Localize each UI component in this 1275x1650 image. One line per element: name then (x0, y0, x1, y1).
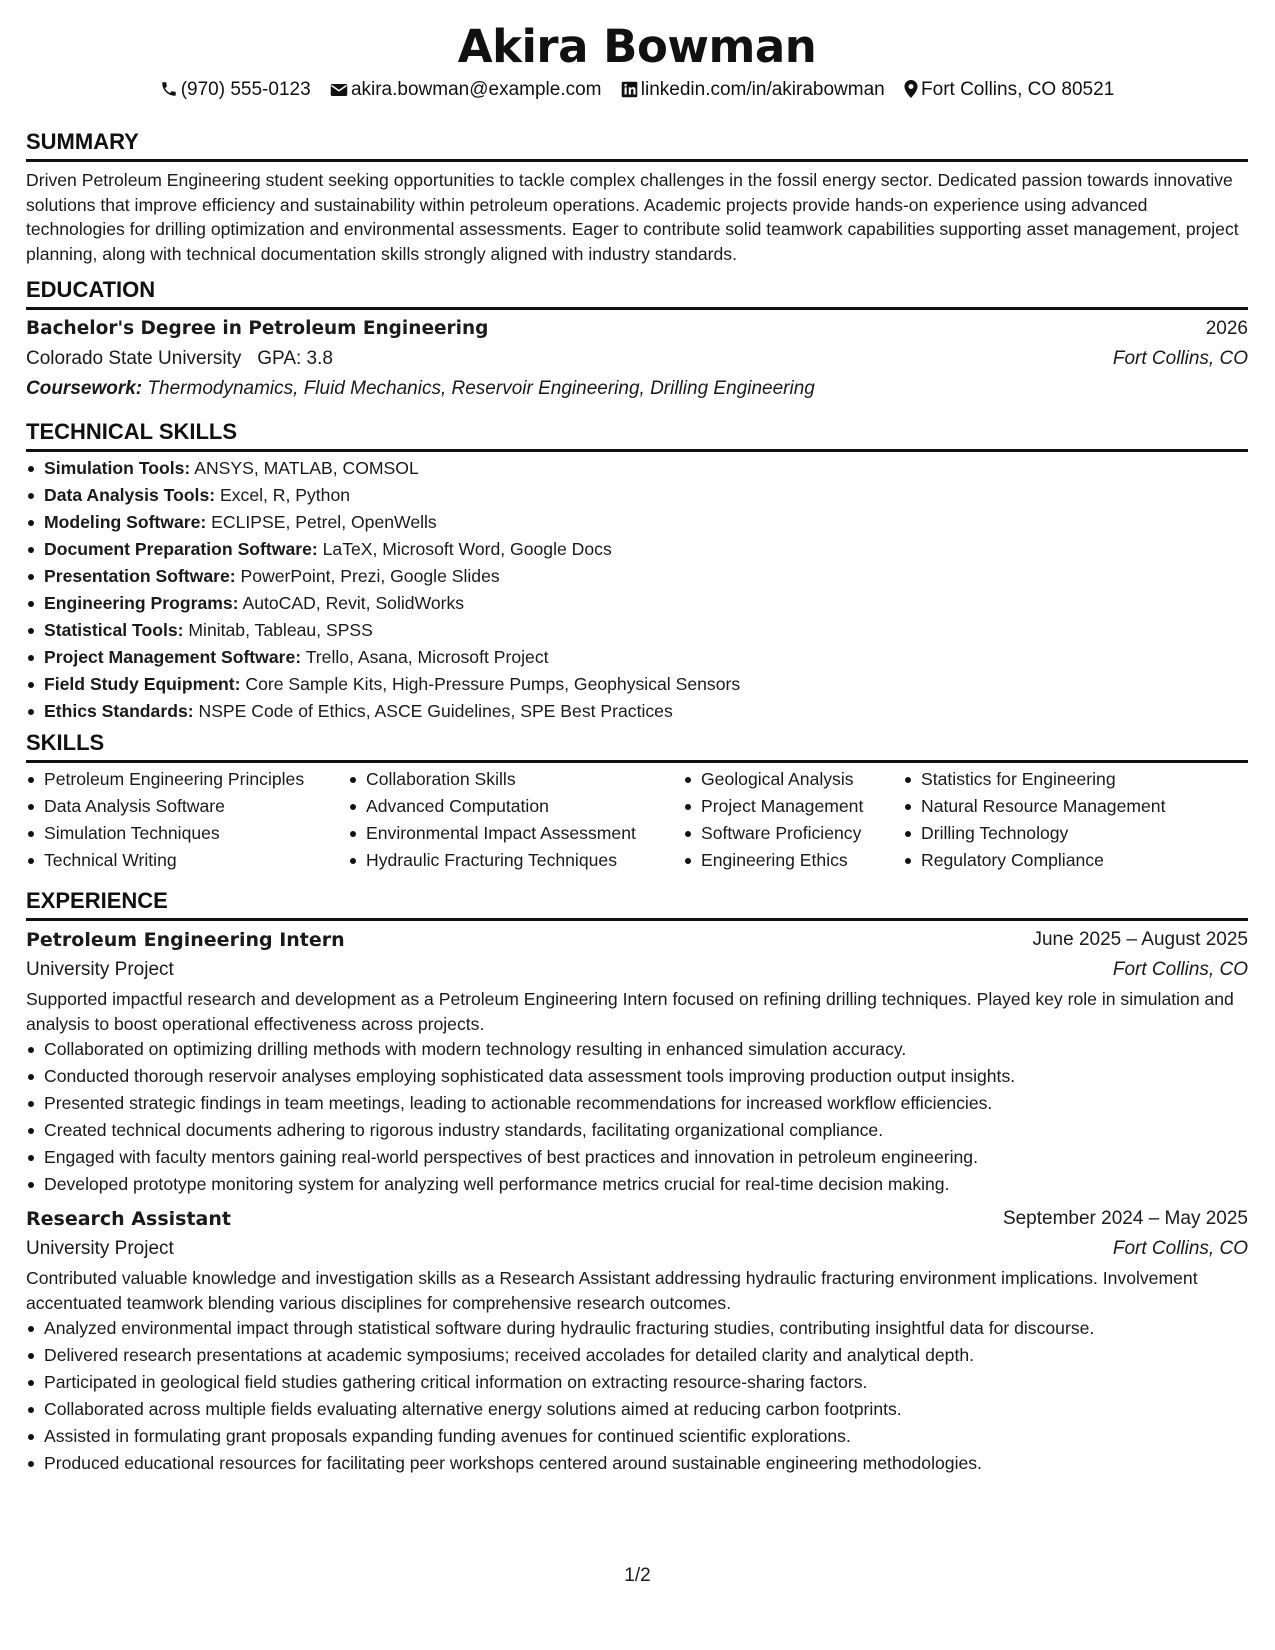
location-text: Fort Collins, CO 80521 (921, 79, 1115, 100)
job-description: Contributed valuable knowledge and investigation skills as a Research Assistant addressing hydraulic fracturing environment implications. Involvement accentuated teamwork blending various disciplines for comprehensive research outcomes. (26, 1268, 1198, 1313)
list-item (26, 617, 1248, 644)
contact-linkedin[interactable] (621, 79, 885, 104)
contact-line (26, 79, 1248, 104)
experience-heading: EXPERIENCE (26, 888, 168, 913)
candidate-name: Akira Bowman (457, 20, 817, 73)
degree-title: Bachelor's Degree in Petroleum Engineering (26, 318, 489, 339)
list-item (26, 482, 1248, 509)
skill-value: Trello, Asana, Microsoft Project (305, 647, 549, 667)
skill-value: LaTeX, Microsoft Word, Google Docs (322, 539, 612, 559)
skill-label: Project Management Software: (44, 647, 302, 667)
job-dates: June 2025 – August 2025 (1032, 929, 1248, 950)
phone-icon (160, 80, 178, 104)
skill-label: Document Preparation Software: (44, 539, 318, 559)
list-item: Drilling Technology (903, 820, 1248, 847)
technical-skills-heading: TECHNICAL SKILLS (26, 419, 238, 444)
summary-section (26, 128, 1248, 266)
graduation-year: 2026 (1205, 318, 1248, 339)
experience-section (26, 887, 1248, 1477)
skill-label: Modeling Software: (44, 512, 207, 532)
list-item (26, 563, 1248, 590)
list-item: Statistics for Engineering (903, 766, 1248, 793)
section-divider (26, 760, 1248, 763)
skills-column (348, 766, 683, 874)
contact-location (904, 79, 1114, 104)
section-divider (26, 449, 1248, 452)
list-item: Technical Writing (26, 847, 348, 874)
coursework-row (26, 374, 1248, 404)
list-item: Environmental Impact Assessment (348, 820, 683, 847)
job-header-row (26, 925, 1248, 955)
job-bullets (26, 1036, 1248, 1198)
job-description: Supported impactful research and development as a Petroleum Engineering Intern focused on refining drilling techniques. Played key role in simulation and analysis to boost operational effectiveness across projects. (26, 989, 1234, 1034)
list-item (26, 536, 1248, 563)
skill-value: PowerPoint, Prezi, Google Slides (240, 566, 500, 586)
list-item: Analyzed environmental impact through statistical software during hydraulic fracturing studies, contributing insightful data for discourse. (26, 1315, 1248, 1342)
job-location: Fort Collins, CO (1112, 1238, 1248, 1259)
school-info (26, 344, 333, 374)
education-section (26, 276, 1248, 404)
skills-heading: SKILLS (26, 730, 105, 755)
gpa: GPA: 3.8 (257, 348, 333, 369)
resume-page (26, 0, 1248, 1650)
skill-label: Presentation Software: (44, 566, 236, 586)
skill-label: Statistical Tools: (44, 620, 184, 640)
coursework-label: Coursework: (26, 378, 143, 399)
list-item: Software Proficiency (683, 820, 903, 847)
job-org-row (26, 1234, 1248, 1264)
coursework (26, 374, 815, 404)
skills-column (683, 766, 903, 874)
list-item: Advanced Computation (348, 793, 683, 820)
job-header-row (26, 1204, 1248, 1234)
school-location: Fort Collins, CO (1112, 348, 1248, 369)
page-number: 1/2 (624, 1565, 651, 1586)
list-item: Developed prototype monitoring system for analyzing well performance metrics crucial for real-time decision making. (26, 1171, 1248, 1198)
job-location: Fort Collins, CO (1112, 959, 1248, 980)
job-org-row (26, 955, 1248, 985)
skill-value: AutoCAD, Revit, SolidWorks (242, 593, 465, 613)
skill-label: Ethics Standards: (44, 701, 194, 721)
list-item: Created technical documents adhering to rigorous industry standards, facilitating organizational compliance. (26, 1117, 1248, 1144)
list-item (26, 590, 1248, 617)
linkedin-text[interactable]: linkedin.com/in/akirabowman (640, 79, 885, 100)
section-divider (26, 307, 1248, 310)
list-item: Delivered research presentations at academic symposiums; received accolades for detailed clarity and analytical depth. (26, 1342, 1248, 1369)
technical-skills-section (26, 418, 1248, 725)
list-item (26, 509, 1248, 536)
job-entry (26, 1204, 1248, 1477)
list-item: Data Analysis Software (26, 793, 348, 820)
technical-skills-list (26, 455, 1248, 725)
school-name: Colorado State University (26, 348, 242, 369)
skill-value: Core Sample Kits, High-Pressure Pumps, Geophysical Sensors (245, 674, 741, 694)
map-pin-icon (904, 80, 918, 104)
contact-email[interactable] (330, 79, 602, 104)
job-title: Petroleum Engineering Intern (26, 929, 345, 951)
job-org: University Project (26, 959, 174, 980)
list-item: Petroleum Engineering Principles (26, 766, 348, 793)
education-heading: EDUCATION (26, 277, 156, 302)
coursework-list: Thermodynamics, Fluid Mechanics, Reservoir Engineering, Drilling Engineering (147, 378, 815, 399)
list-item (26, 644, 1248, 671)
job-entry (26, 925, 1248, 1198)
list-item: Regulatory Compliance (903, 847, 1248, 874)
job-bullets (26, 1315, 1248, 1477)
list-item: Engaged with faculty mentors gaining real-world perspectives of best practices and innovation in petroleum engineering. (26, 1144, 1248, 1171)
list-item (26, 455, 1248, 482)
list-item (26, 698, 1248, 725)
list-item: Simulation Techniques (26, 820, 348, 847)
skill-value: Minitab, Tableau, SPSS (188, 620, 373, 640)
list-item: Hydraulic Fracturing Techniques (348, 847, 683, 874)
job-org: University Project (26, 1238, 174, 1259)
envelope-icon (330, 82, 348, 104)
skill-label: Engineering Programs: (44, 593, 239, 613)
list-item: Engineering Ethics (683, 847, 903, 874)
skill-value: ANSYS, MATLAB, COMSOL (194, 458, 419, 478)
list-item: Participated in geological field studies gathering critical information on extracting resource-sharing factors. (26, 1369, 1248, 1396)
school-row (26, 344, 1248, 374)
section-divider (26, 918, 1248, 921)
list-item: Collaboration Skills (348, 766, 683, 793)
list-item: Project Management (683, 793, 903, 820)
list-item: Collaborated on optimizing drilling methods with modern technology resulting in enhanced simulation accuracy. (26, 1036, 1248, 1063)
degree-row (26, 314, 1248, 344)
job-dates: September 2024 – May 2025 (1002, 1208, 1248, 1229)
contact-phone (160, 79, 311, 104)
skills-grid (26, 766, 1248, 874)
list-item: Geological Analysis (683, 766, 903, 793)
skill-value: NSPE Code of Ethics, ASCE Guidelines, SPE Best Practices (198, 701, 673, 721)
skill-value: ECLIPSE, Petrel, OpenWells (211, 512, 437, 532)
linkedin-icon (621, 81, 638, 104)
skills-column (26, 766, 348, 874)
skills-column (903, 766, 1248, 874)
list-item: Produced educational resources for facilitating peer workshops centered around sustainable engineering methodologies. (26, 1450, 1248, 1477)
list-item: Presented strategic findings in team meetings, leading to actionable recommendations for increased workflow efficiencies. (26, 1090, 1248, 1117)
list-item: Collaborated across multiple fields evaluating alternative energy solutions aimed at reducing carbon footprints. (26, 1396, 1248, 1423)
skill-label: Simulation Tools: (44, 458, 191, 478)
skill-label: Data Analysis Tools: (44, 485, 216, 505)
skill-label: Field Study Equipment: (44, 674, 241, 694)
list-item: Assisted in formulating grant proposals expanding funding avenues for continued scientific explorations. (26, 1423, 1248, 1450)
skills-section (26, 729, 1248, 874)
skill-value: Excel, R, Python (219, 485, 351, 505)
phone-text: (970) 555-0123 (180, 79, 311, 100)
job-title: Research Assistant (26, 1208, 231, 1230)
list-item: Conducted thorough reservoir analyses employing sophisticated data assessment tools improving production output insights. (26, 1063, 1248, 1090)
summary-heading: SUMMARY (26, 129, 139, 154)
list-item (26, 671, 1248, 698)
list-item: Natural Resource Management (903, 793, 1248, 820)
section-divider (26, 159, 1248, 162)
summary-text: Driven Petroleum Engineering student seeking opportunities to tackle complex challenges in the fossil energy sector. Dedicated passion towards innovative solutions that improve efficiency and sustainability within petroleum operations. Academic projects provide hands-on experience using advanced technologies for drilling optimization and environmental assessments. Eager to contribute solid teamwork capabilities supporting asset management, project planning, along with technical documentation skills strongly aligned with industry standards. (26, 170, 1239, 264)
email-text[interactable]: akira.bowman@example.com (350, 79, 602, 100)
